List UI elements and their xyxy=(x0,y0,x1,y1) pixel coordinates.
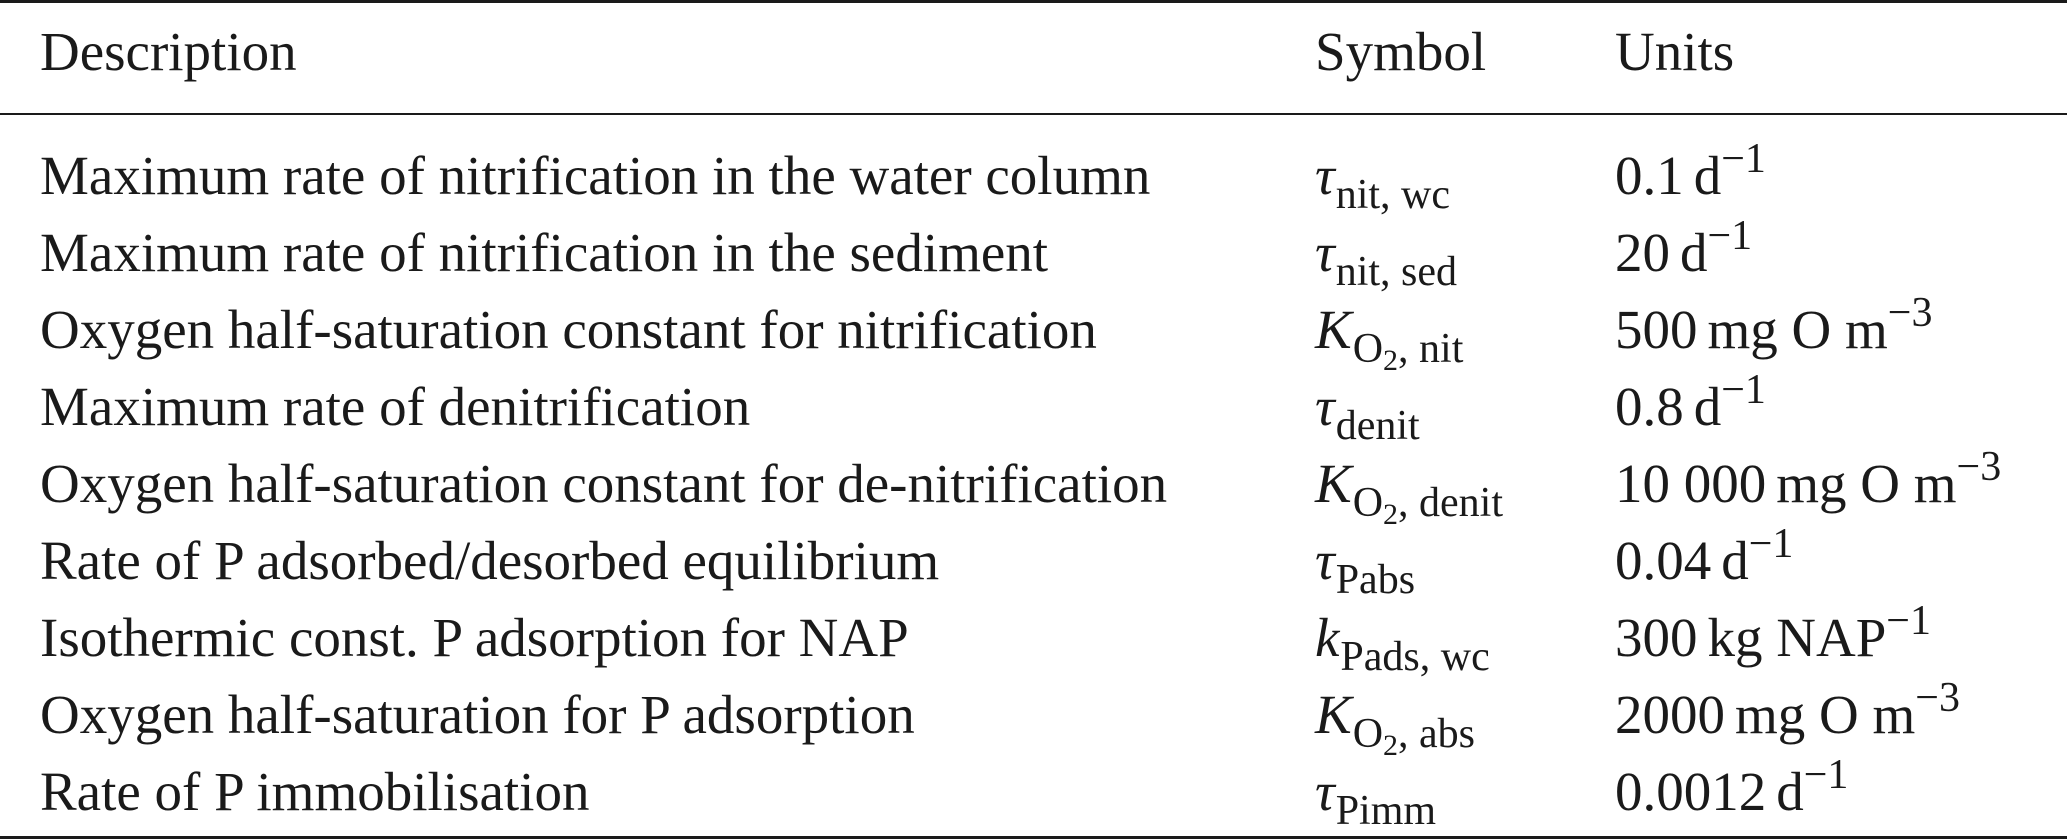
symbol-base: τ xyxy=(1315,761,1335,822)
symbol-subscript-text: O xyxy=(1352,326,1384,372)
row-description: Maximum rate of nitrification in the water column xyxy=(40,145,1151,206)
row-symbol xyxy=(1315,453,1504,531)
row-units xyxy=(1615,598,1931,668)
row-symbol xyxy=(1315,761,1437,834)
row-units xyxy=(1615,367,1766,437)
symbol-subscript xyxy=(1336,172,1450,218)
symbol-subscript-text: nit, wc xyxy=(1335,172,1450,218)
unit-value: 0.04 xyxy=(1615,530,1712,591)
symbol-subscript-text: Pabs xyxy=(1335,557,1416,603)
symbol-subscript-text: O xyxy=(1352,711,1384,757)
row-units xyxy=(1615,675,1960,745)
unit-value: 500 xyxy=(1615,299,1698,360)
row-description: Rate of P adsorbed/desorbed equilibrium xyxy=(40,530,940,591)
symbol-sub-subscript: 2 xyxy=(1383,729,1399,762)
unit-exponent: −3 xyxy=(1887,290,1933,336)
row-units xyxy=(1615,752,1849,822)
symbol-subscript xyxy=(1336,403,1420,449)
unit-symbol: d xyxy=(1693,376,1722,437)
unit-symbol: d xyxy=(1680,222,1708,283)
symbol-subscript-text: nit, sed xyxy=(1335,249,1458,295)
row-symbol xyxy=(1315,530,1416,603)
table-top-rule xyxy=(0,0,2067,3)
unit-exponent: −1 xyxy=(1886,598,1931,644)
symbol-subscript-text: Pads, wc xyxy=(1340,634,1490,680)
row-description: Rate of P immobilisation xyxy=(40,761,590,822)
row-units xyxy=(1615,290,1933,360)
unit-exponent: −1 xyxy=(1707,213,1753,259)
symbol-base: K xyxy=(1315,684,1352,745)
symbol-base: k xyxy=(1315,607,1340,668)
row-description: Maximum rate of denitrification xyxy=(40,376,751,437)
unit-value: 20 xyxy=(1615,222,1670,283)
unit-value: 10 000 xyxy=(1615,453,1767,514)
row-symbol xyxy=(1315,145,1450,218)
unit-exponent: −1 xyxy=(1748,521,1794,567)
symbol-base: τ xyxy=(1315,222,1335,283)
header-description: Description xyxy=(40,21,297,82)
row-description: Maximum rate of nitrification in the sediment xyxy=(40,222,1049,283)
unit-symbol: mg O m xyxy=(1776,453,1957,514)
symbol-subscript-rest: , denit xyxy=(1398,480,1504,526)
row-description: Isothermic const. P adsorption for NAP xyxy=(40,607,909,668)
unit-exponent: −1 xyxy=(1721,367,1766,413)
row-units xyxy=(1615,521,1794,591)
row-units xyxy=(1615,444,2002,514)
symbol-base: K xyxy=(1315,299,1352,360)
unit-exponent: −3 xyxy=(1956,444,2002,490)
unit-symbol: d xyxy=(1776,761,1804,822)
row-symbol xyxy=(1315,222,1458,295)
header-units: Units xyxy=(1615,21,1735,82)
unit-symbol: mg O m xyxy=(1735,684,1916,745)
row-symbol xyxy=(1315,684,1476,762)
symbol-sub-subscript: 2 xyxy=(1383,344,1399,377)
row-symbol xyxy=(1315,376,1420,449)
symbol-subscript xyxy=(1336,249,1457,295)
unit-value: 2000 xyxy=(1615,684,1725,745)
unit-value: 300 xyxy=(1615,607,1698,668)
symbol-subscript xyxy=(1352,711,1476,762)
unit-value: 0.0012 xyxy=(1615,761,1767,822)
unit-exponent: −3 xyxy=(1915,675,1960,721)
header-symbol: Symbol xyxy=(1315,21,1487,82)
unit-symbol: d xyxy=(1693,145,1722,206)
row-units xyxy=(1615,136,1766,206)
symbol-subscript xyxy=(1352,326,1464,377)
row-units xyxy=(1615,213,1753,283)
symbol-base: K xyxy=(1315,453,1352,514)
row-description: Oxygen half-saturation constant for de-nitrification xyxy=(40,453,1168,514)
symbol-subscript xyxy=(1336,788,1436,834)
symbol-subscript xyxy=(1336,557,1415,603)
unit-symbol: mg O m xyxy=(1707,299,1888,360)
symbol-sub-subscript: 2 xyxy=(1383,498,1399,531)
symbol-base: τ xyxy=(1315,530,1335,591)
table-header-rule xyxy=(0,113,2067,115)
row-description: Oxygen half-saturation for P adsorption xyxy=(40,684,915,745)
symbol-subscript-text: Pimm xyxy=(1335,788,1437,834)
symbol-subscript-rest: , nit xyxy=(1398,326,1464,372)
row-symbol xyxy=(1315,299,1464,377)
unit-symbol: kg NAP xyxy=(1707,607,1887,668)
unit-value: 0.8 xyxy=(1615,376,1684,437)
row-description: Oxygen half-saturation constant for nitrification xyxy=(40,299,1097,360)
symbol-base: τ xyxy=(1315,145,1335,206)
symbol-subscript-text: O xyxy=(1352,480,1384,526)
unit-symbol: d xyxy=(1721,530,1749,591)
row-symbol xyxy=(1315,607,1490,680)
symbol-subscript xyxy=(1352,480,1504,531)
unit-value: 0.1 xyxy=(1615,145,1684,206)
symbol-base: τ xyxy=(1315,376,1335,437)
unit-exponent: −1 xyxy=(1803,752,1849,798)
unit-exponent: −1 xyxy=(1721,136,1766,182)
symbol-subscript-text: denit xyxy=(1335,403,1420,449)
symbol-subscript-rest: , abs xyxy=(1398,711,1476,757)
symbol-subscript xyxy=(1340,634,1489,680)
